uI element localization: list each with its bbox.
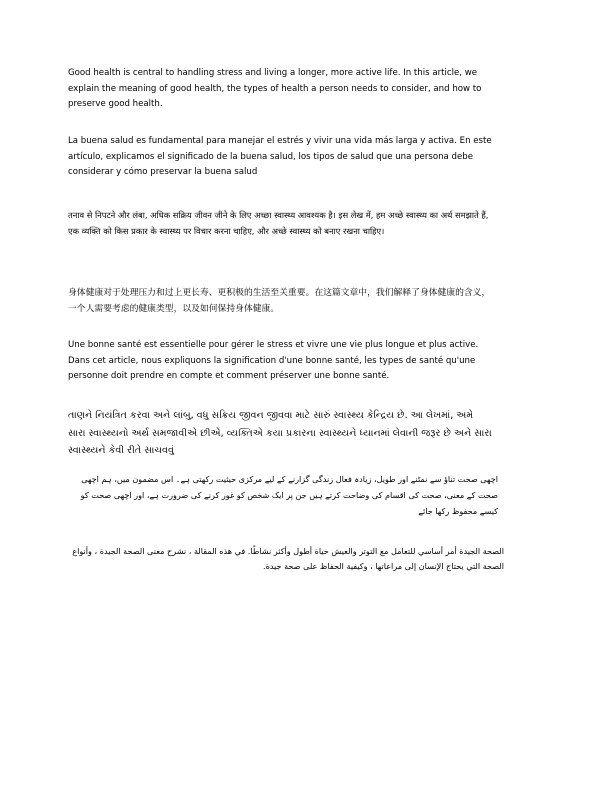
paragraph-spanish: La buena salud es fundamental para manejar el estrés y vivir una vida más larga y activa. En este artículo, explicamos el significado de la buena salud, los tipos de salud que una persona debe considerar y cómo preservar la buena salud [68,136,492,177]
paragraph-english: Good health is central to handling stress and living a longer, more active life. In this article, we explain the meaning of good health, the types of health a person needs to consider, and how to preserve good health. [68,68,482,109]
paragraph-chinese: 身体健康对于处理压力和过上更长寿、更积极的生活至关重要。在这篇文章中，我们解释了身体健康的含义，一个人需要考虑的健康类型，以及如何保持身体健康。 [68,288,491,314]
paragraph-hindi: तनाव से निपटने और लंबा, अधिक सक्रिय जीवन जीने के लिए अच्छा स्वास्थ्य आवश्यक है। इस लेख में, हम अच्छे स्वास्थ्य का अर्थ समझाते हैं, एक व्यक्ति को किस प्रकार के स्वास्थ्य पर विचार करना चाहिए, और अच्छे स्वास्थ्य को बनाए रखना चाहिए। [68,210,489,236]
paragraph-urdu: اچھی صحت تناؤ سے نمٹنے اور طویل، زیادہ فعال زندگی گزارنے کے لیے مرکزی حیثیت رکھتی ہے۔ اس مضمون میں، ہم اچھی صحت کے معنی، صحت کی اقسام کی وضاحت کرتے ہیں جن پر ایک شخص کو غور کرنے کی ضرورت ہے، اور اچھی صحت کو کیسے محفوظ رکھا جائے [80,474,498,516]
paragraph-french: Une bonne santé est essentielle pour gérer le stress et vivre une vie plus longue et plus active. Dans cet article, nous expliquons la signification d'une bonne santé, les types de santé qu'une personne doit prendre en compte et comment préserver une bonne santé. [68,340,479,381]
paragraph-gujarati: તાણને નિયંત્રિત કરવા અને લાંબુ, વધુ સક્રિય જીવન જીવવા માટે સારું સ્વાસ્થ્ય કેન્દ્રિય છે. આ લેખમાં, અમે સારા સ્વાસ્થ્યનો અર્થ સમજાવીએ છીએ, વ્યક્તિએ કયા પ્રકારના સ્વાસ્થ્યને ધ્યાનમાં લેવાની જરૂર છે અને સારા સ્વાસ્થ્યને કેવી રીતે સાચવવું [68,410,492,456]
paragraph-arabic: الصحة الجيدة أمر أساسي للتعامل مع التوتر والعيش حياة أطول وأكثر نشاطًا. في هذه المقالة ، نشرح معنى الصحة الجيدة ، وأنواع الصحة التي يحتاج الإنسان إلى مراعاتها ، وكيفية الحفاظ على صحة جيدة. [72,546,504,571]
